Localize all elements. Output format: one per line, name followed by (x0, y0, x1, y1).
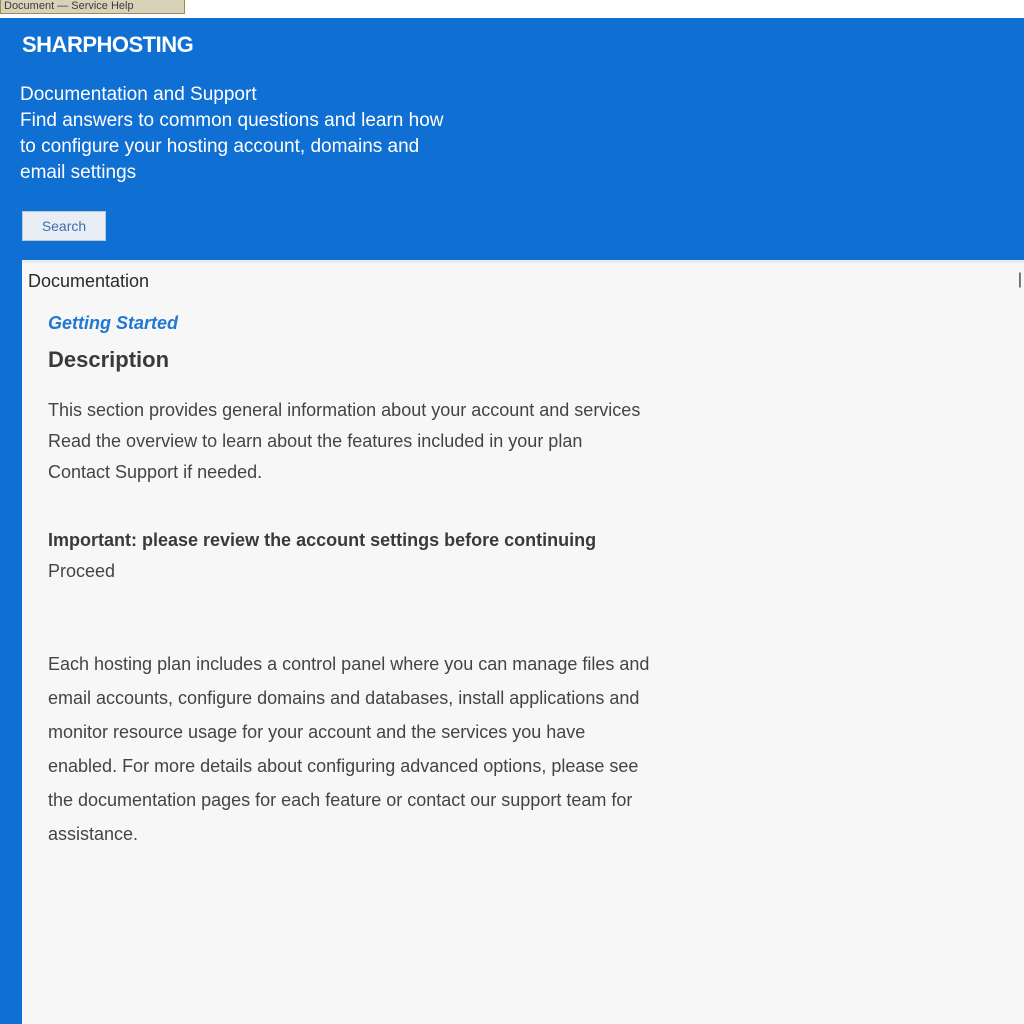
paragraph-line: assistance. (48, 824, 139, 844)
header-banner (0, 18, 1024, 260)
left-blue-edge (0, 260, 22, 1024)
paragraph-important (48, 525, 596, 587)
content-panel (22, 260, 1024, 1024)
banner-description-line: Find answers to common questions and learn how (20, 110, 444, 131)
page-heading: Description (48, 347, 170, 372)
paragraph-line: Each hosting plan includes a control panel where you can manage files and (48, 654, 650, 674)
paragraph-line: email accounts, configure domains and databases, install applications and (48, 688, 640, 708)
getting-started-link[interactable]: Getting Started (48, 313, 179, 333)
browser-top-strip (0, 0, 1024, 18)
section-label: Documentation (28, 271, 150, 291)
banner-description (20, 82, 720, 186)
paragraph-line: Read the overview to learn about the features included in your plan (48, 431, 583, 451)
paragraph-details (48, 647, 649, 851)
banner-description-line: to configure your hosting account, domains and (20, 136, 420, 157)
proceed-text: Proceed (48, 561, 116, 581)
site-brand[interactable]: SHARPHOSTING (22, 32, 194, 57)
paragraph-line: This section provides general information about your account and services (48, 400, 641, 420)
banner-button[interactable]: Search (22, 211, 106, 241)
paragraph-line: Contact Support if needed. (48, 462, 263, 482)
browser-tab[interactable]: Document — Service Help (0, 0, 185, 14)
banner-description-line: Documentation and Support (20, 84, 257, 105)
paragraph-intro (48, 395, 640, 488)
scroll-edge-mark: | (1017, 271, 1022, 288)
paragraph-line: enabled. For more details about configuring advanced options, please see (48, 756, 639, 776)
paragraph-line: the documentation pages for each feature or contact our support team for (48, 790, 633, 810)
important-note: Important: please review the account settings before continuing (48, 530, 597, 550)
banner-description-line: email settings (20, 162, 137, 183)
paragraph-line: monitor resource usage for your account and the services you have (48, 722, 586, 742)
